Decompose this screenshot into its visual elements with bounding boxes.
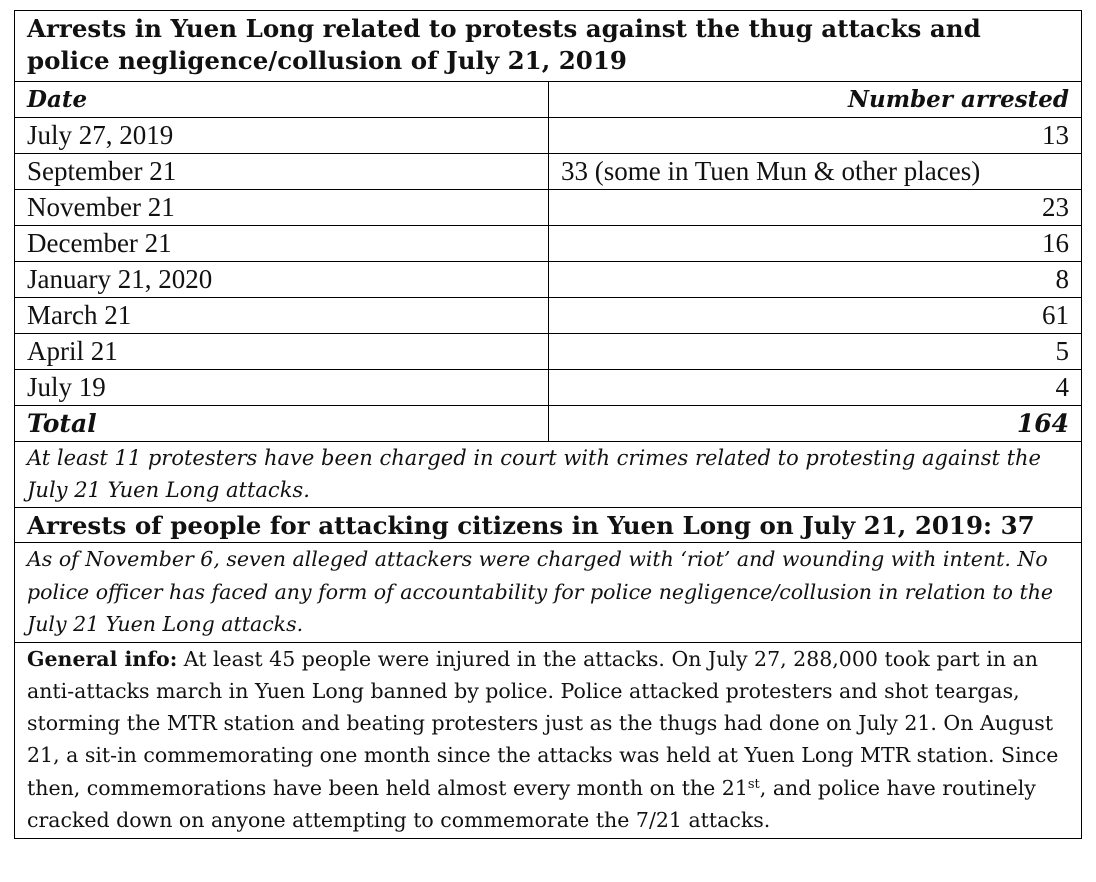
row-number: 33 (some in Tuen Mun & other places) xyxy=(549,154,1082,190)
general-info-superscript: st xyxy=(747,776,760,792)
general-info-text-end: , and police have routinely cracked down on anyone attempting to commemorate the 7/21 attacks. xyxy=(27,775,1036,832)
general-info xyxy=(15,642,1082,839)
row-number: 16 xyxy=(549,226,1082,262)
protest-charges-note: At least 11 protesters have been charged in court with crimes related to protesting against the July 21 Yuen Long attacks. xyxy=(15,442,1082,508)
general-info-label: General info: xyxy=(27,646,178,671)
header-row xyxy=(15,82,1082,118)
row-date: September 21 xyxy=(15,154,549,190)
general-info-text: At least 45 people were injured in the attacks. On July 27, 288,000 took part in an anti-attacks march in Yuen Long banned by police. Police attacked protesters and shot teargas, storming the MTR station and beating protesters just as the thugs had done on July 21. On August 21, a sit-in commemorating one month since the attacks was held at Yuen Long MTR station. Since then, commemorations have been held almost every month on the 21 xyxy=(27,646,1059,800)
table-row xyxy=(15,334,1082,370)
total-value: 164 xyxy=(549,406,1082,442)
document xyxy=(14,10,1082,839)
row-date: July 19 xyxy=(15,370,549,406)
row-date: January 21, 2020 xyxy=(15,262,549,298)
table-row xyxy=(15,154,1082,190)
table-row xyxy=(15,190,1082,226)
table-row xyxy=(15,226,1082,262)
table-row xyxy=(15,262,1082,298)
row-number: 61 xyxy=(549,298,1082,334)
header-number-arrested: Number arrested xyxy=(549,82,1082,118)
header-date: Date xyxy=(15,82,549,118)
arrests-table xyxy=(14,10,1082,839)
attackers-note: As of November 6, seven alleged attackers were charged with ‘riot’ and wounding with intent. No police officer has faced any form of accountability for police negligence/collusion in relation to the July 21 Yuen Long attacks. xyxy=(15,543,1082,643)
row-date: April 21 xyxy=(15,334,549,370)
row-number: 23 xyxy=(549,190,1082,226)
total-row xyxy=(15,406,1082,442)
row-date: March 21 xyxy=(15,298,549,334)
row-date: December 21 xyxy=(15,226,549,262)
row-number: 13 xyxy=(549,118,1082,154)
total-label: Total xyxy=(15,406,549,442)
row-number: 8 xyxy=(549,262,1082,298)
table-title: Arrests in Yuen Long related to protests against the thug attacks and police negligence/collusion of July 21, 2019 xyxy=(15,11,1082,82)
attackers-heading: Arrests of people for attacking citizens in Yuen Long on July 21, 2019: 37 xyxy=(15,508,1082,543)
row-date: July 27, 2019 xyxy=(15,118,549,154)
row-date: November 21 xyxy=(15,190,549,226)
table-row xyxy=(15,298,1082,334)
row-number: 5 xyxy=(549,334,1082,370)
row-number: 4 xyxy=(549,370,1082,406)
table-row xyxy=(15,370,1082,406)
table-row xyxy=(15,118,1082,154)
